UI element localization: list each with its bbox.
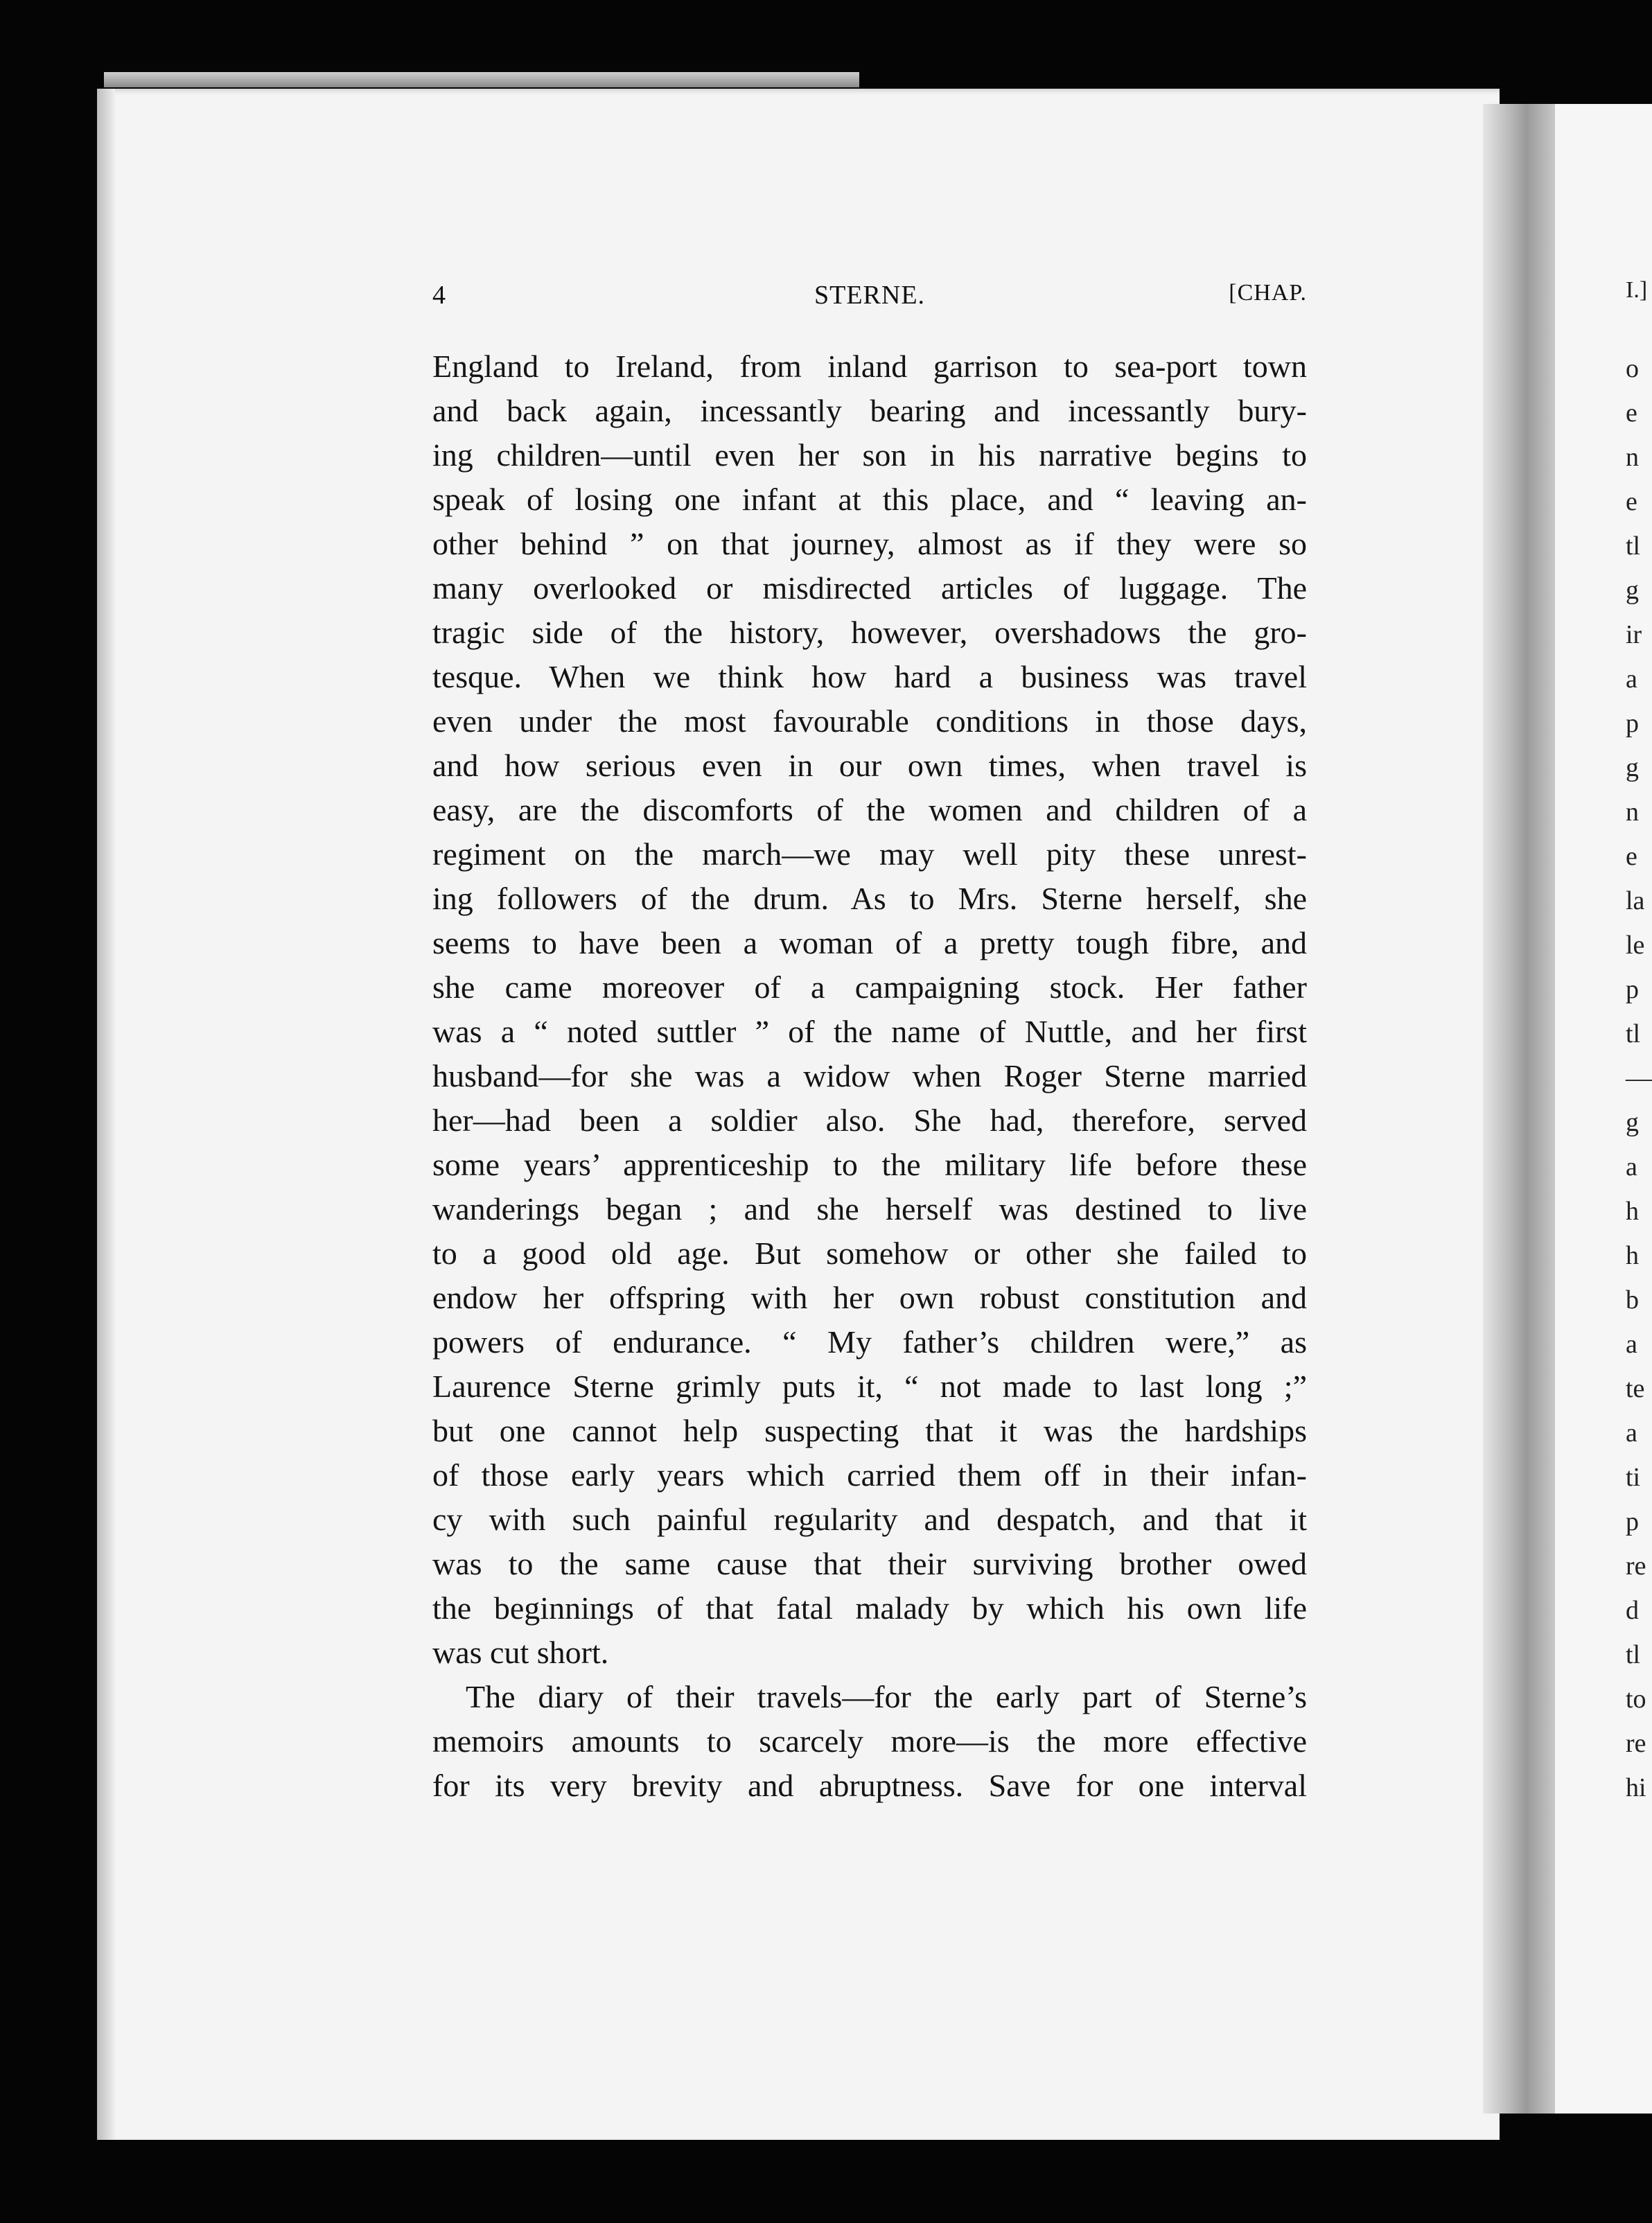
- text-line: she came moreover of a campaigning stock. Her father: [432, 969, 1307, 1005]
- text-line: endow her offspring with her own robust constitution and: [432, 1280, 1307, 1315]
- page-top-edge: [104, 72, 859, 87]
- page-binding-edge: [97, 89, 115, 2140]
- text-line: The diary of their travels—for the early part of Sterne’s: [466, 1679, 1307, 1714]
- facing-line-fragment: a: [1626, 1418, 1637, 1448]
- facing-line-fragment: a: [1626, 1152, 1637, 1181]
- text-line: speak of losing one infant at this place, and “ leaving an-: [432, 482, 1307, 517]
- facing-line-fragment: e: [1626, 398, 1637, 428]
- running-header: [432, 280, 1307, 322]
- paragraph-2: [432, 1675, 1307, 1808]
- text-line: Laurence Sterne grimly puts it, “ not made to last long ;”: [432, 1369, 1307, 1404]
- facing-line-fragment: tl: [1626, 531, 1641, 561]
- facing-line-fragment: n: [1626, 443, 1639, 472]
- facing-line-fragment: —: [1626, 1064, 1652, 1093]
- text-line: to a good old age. But somehow or other she failed to: [432, 1236, 1307, 1271]
- facing-line-fragment: re: [1626, 1729, 1646, 1758]
- text-line: ing followers of the drum. As to Mrs. Sterne herself, she: [432, 881, 1307, 916]
- facing-line-fragment: n: [1626, 798, 1639, 827]
- facing-line-fragment: la: [1626, 886, 1645, 915]
- text-line: seems to have been a woman of a pretty tough fibre, and: [432, 925, 1307, 960]
- text-line: even under the most favourable conditions in those days,: [432, 703, 1307, 739]
- text-line: cy with such painful regularity and despatch, and that it: [432, 1502, 1307, 1537]
- page-number: 4: [432, 281, 446, 310]
- text-line: easy, are the discomforts of the women and children of a: [432, 792, 1307, 827]
- facing-line-fragment: e: [1626, 842, 1637, 871]
- paragraph-1: [432, 344, 1307, 1675]
- text-line: but one cannot help suspecting that it was the hardships: [432, 1413, 1307, 1448]
- text-line: tesque. When we think how hard a business was travel: [432, 659, 1307, 694]
- text-line: England to Ireland, from inland garrison to sea-port town: [432, 349, 1307, 384]
- text-line: was to the same cause that their surviving brother owed: [432, 1546, 1307, 1581]
- facing-line-fragment: b: [1626, 1285, 1639, 1315]
- facing-line-fragment: g: [1626, 753, 1639, 782]
- facing-line-fragment: p: [1626, 709, 1639, 738]
- text-line: husband—for she was a widow when Roger Sterne married: [432, 1058, 1307, 1093]
- text-line: tragic side of the history, however, overshadows the gro-: [432, 615, 1307, 650]
- text-line: powers of endurance. “ My father’s children were,” as: [432, 1324, 1307, 1360]
- text-line: other behind ” on that journey, almost as if they were so: [432, 526, 1307, 561]
- facing-line-fragment: re: [1626, 1552, 1646, 1581]
- facing-line-fragment: tl: [1626, 1019, 1641, 1048]
- facing-line-fragment: ti: [1626, 1463, 1641, 1492]
- chapter-mark: [CHAP.: [1229, 280, 1307, 306]
- text-line: of those early years which carried them off in their infan-: [432, 1457, 1307, 1493]
- facing-header-fragment: I.]: [1626, 277, 1648, 303]
- text-line: memoirs amounts to scarcely more—is the more effective: [432, 1723, 1307, 1759]
- running-title: STERNE.: [814, 281, 926, 310]
- facing-line-fragment: tl: [1626, 1640, 1641, 1669]
- text-line: the beginnings of that fatal malady by which his own life: [432, 1590, 1307, 1626]
- facing-line-fragment: g: [1626, 576, 1639, 605]
- facing-line-fragment: a: [1626, 665, 1637, 694]
- facing-line-fragment: g: [1626, 1108, 1639, 1137]
- facing-line-fragment: p: [1626, 1507, 1639, 1536]
- text-line: for its very brevity and abruptness. Save for one interval: [432, 1768, 1307, 1803]
- text-line: some years’ apprenticeship to the military life before these: [432, 1147, 1307, 1182]
- text-line: many overlooked or misdirected articles of luggage. The: [432, 570, 1307, 606]
- body-text: [432, 344, 1307, 1808]
- text-line: wanderings began ; and she herself was destined to live: [432, 1191, 1307, 1227]
- text-line: her—had been a soldier also. She had, therefore, served: [432, 1102, 1307, 1138]
- text-line: and back again, incessantly bearing and incessantly bury-: [432, 393, 1307, 428]
- facing-line-fragment: to: [1626, 1685, 1646, 1714]
- facing-line-fragment: p: [1626, 975, 1639, 1004]
- text-line: ing children—until even her son in his narrative begins to: [432, 437, 1307, 473]
- text-line: and how serious even in our own times, when travel is: [432, 748, 1307, 783]
- facing-line-fragment: o: [1626, 354, 1639, 383]
- facing-line-fragment: e: [1626, 487, 1637, 516]
- facing-line-fragment: le: [1626, 931, 1645, 960]
- facing-line-fragment: ir: [1626, 620, 1642, 649]
- facing-line-fragment: te: [1626, 1374, 1645, 1403]
- text-line: was cut short.: [432, 1635, 609, 1670]
- gutter-shadow: [1483, 104, 1555, 2114]
- facing-line-fragment: hi: [1626, 1773, 1646, 1802]
- text-line: was a “ noted suttler ” of the name of Nuttle, and her first: [432, 1014, 1307, 1049]
- text-line: regiment on the march—we may well pity these unrest-: [432, 836, 1307, 872]
- facing-line-fragment: d: [1626, 1596, 1639, 1625]
- facing-line-fragment: h: [1626, 1197, 1639, 1226]
- facing-line-fragment: h: [1626, 1241, 1639, 1270]
- facing-line-fragment: a: [1626, 1330, 1637, 1359]
